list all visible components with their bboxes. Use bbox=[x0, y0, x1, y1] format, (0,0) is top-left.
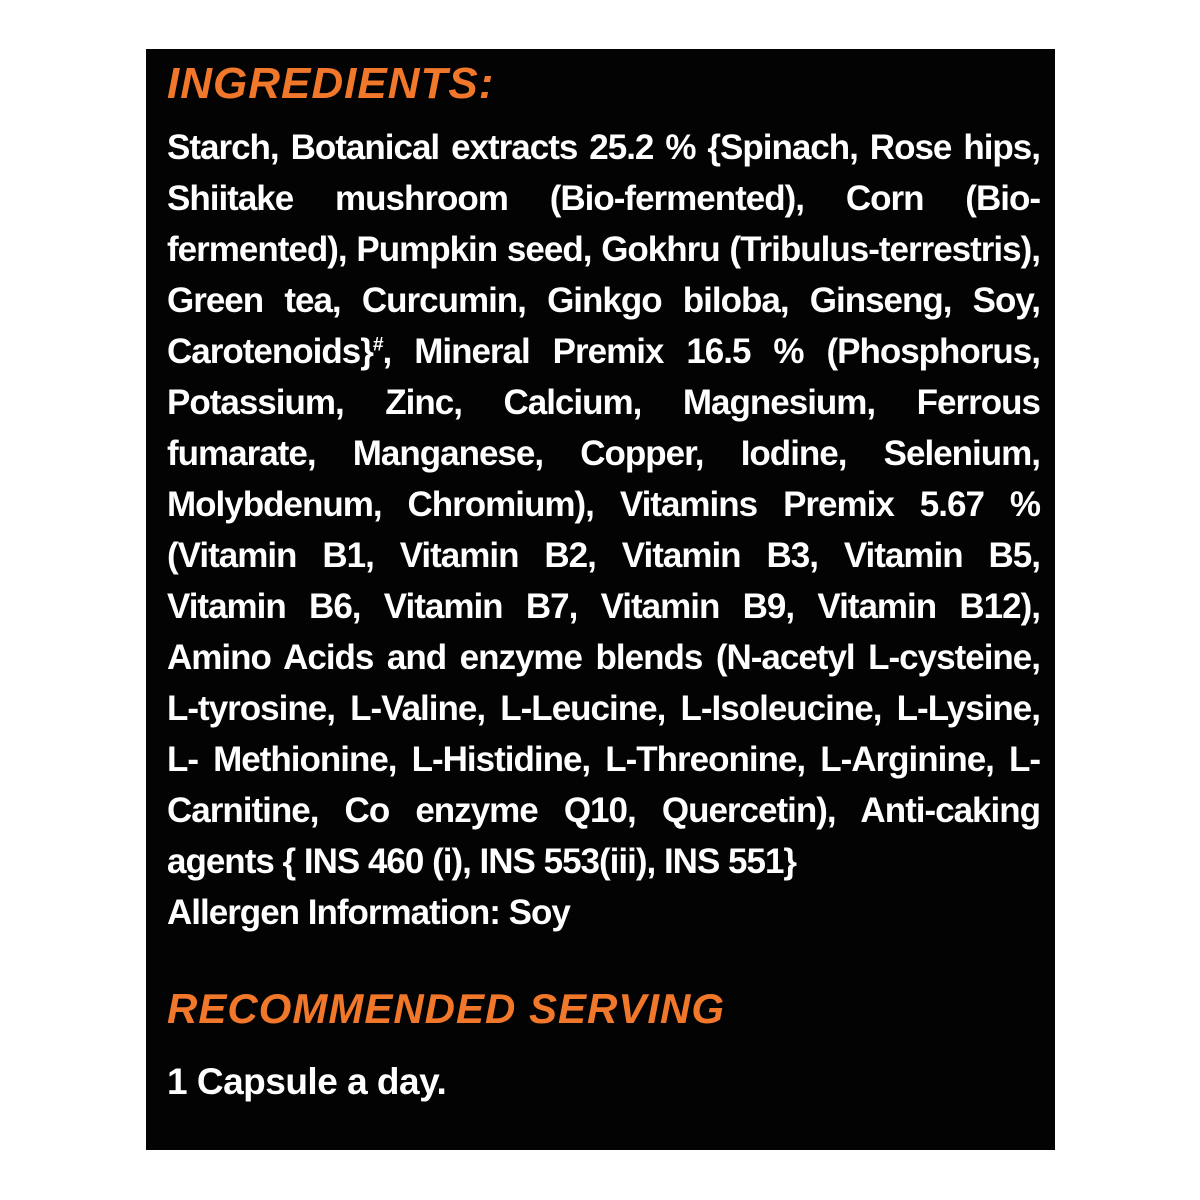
allergen-info-value: Soy bbox=[508, 893, 570, 932]
footnote-marker: # bbox=[372, 334, 383, 356]
ingredients-panel bbox=[146, 49, 1055, 1150]
ingredients-heading: INGREDIENTS: bbox=[167, 59, 495, 108]
allergen-info-line bbox=[167, 887, 1040, 938]
allergen-info-label: Allergen Information: bbox=[167, 893, 500, 932]
recommended-serving-heading: RECOMMENDED SERVING bbox=[167, 985, 726, 1032]
serving-instruction-text: 1 Capsule a day. bbox=[167, 1061, 447, 1102]
ingredients-text bbox=[167, 122, 1040, 887]
ingredients-text-part1: Starch, Botanical extracts 25.2 % {Spinach, Rose hips, Shiitake mushroom (Bio-fermented), Corn (Bio-fermented), Pumpkin seed, Gokhru (Tribulus-terrestris), Green tea, Curcumin, Ginkgo biloba, Ginseng, Soy, Carotenoids} bbox=[167, 128, 1040, 371]
ingredients-text-part2: , Mineral Premix 16.5 % (Phosphorus, Potassium, Zinc, Calcium, Magnesium, Ferrous fumarate, Manganese, Copper, Iodine, Selenium, Molybdenum, Chromium), Vitamins Premix 5.67 % (Vitamin B1, Vitamin B2, Vitamin B3, Vitamin B5, Vitamin B6, Vitamin B7, Vitamin B9, Vitamin B12), Amino Acids and enzyme blends (N-acetyl L-cysteine, L-tyrosine, L-Valine, L-Leucine, L-Isoleucine, L-Lysine, L- Methionine, L-Histidine, L-Threonine, L-Arginine, L-Carnitine, Co enzyme Q10, Quercetin), Anti-caking agents { INS 460 (i), INS 553(iii), INS 551} bbox=[167, 332, 1040, 881]
